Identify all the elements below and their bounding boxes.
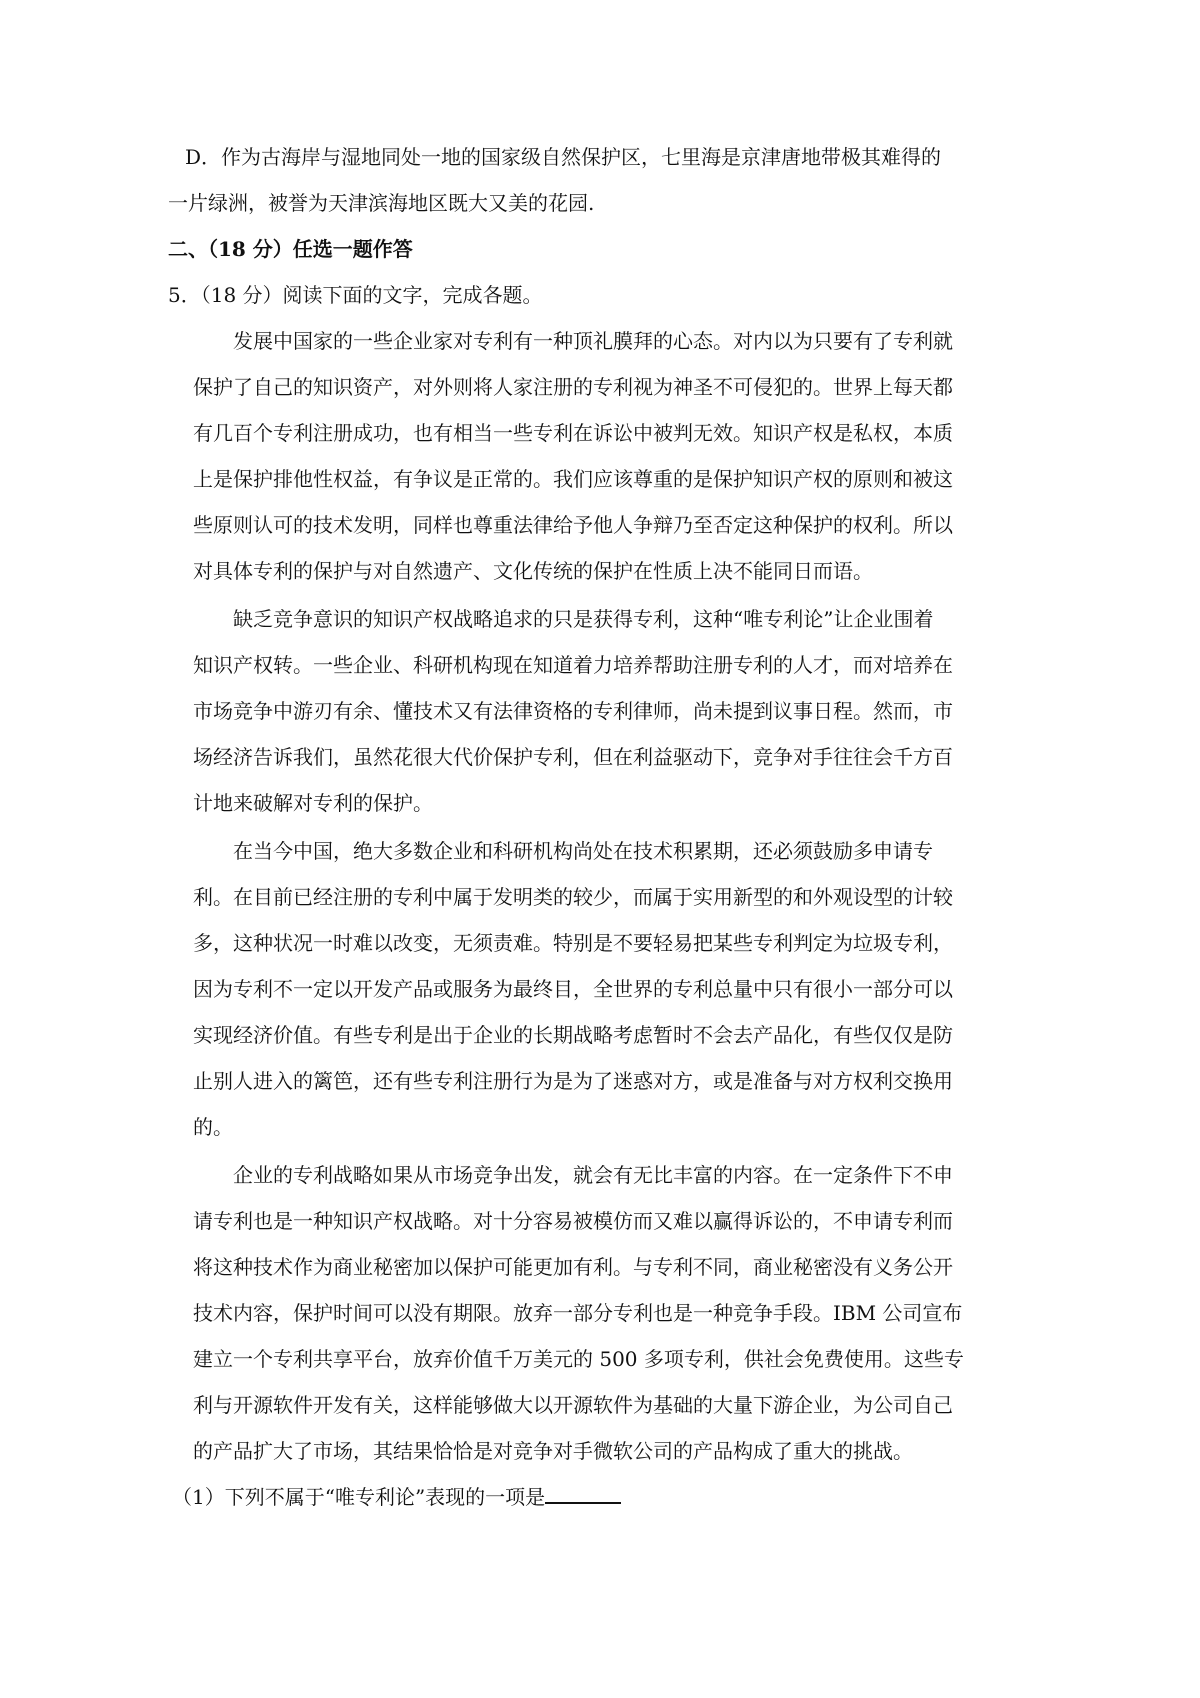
paragraph-line: 缺乏竞争意识的知识产权战略追求的只是获得专利，这种“唯专利论”让企业围着 (233, 607, 934, 631)
paragraph-line: 的。 (193, 1115, 233, 1139)
paragraph-line: 止别人进入的篱笆，还有些专利注册行为是为了迷惑对方，或是准备与对方权利交换用 (193, 1069, 953, 1093)
question-5-stem: 5．（18 分）阅读下面的文字，完成各题。 (168, 283, 543, 307)
sub-question-1 (172, 1484, 621, 1510)
paragraph-line: 实现经济价值。有些专利是出于企业的长期战略考虑暂时不会去产品化，有些仅仅是防 (193, 1023, 953, 1047)
paragraph-line: 有几百个专利注册成功，也有相当一些专利在诉讼中被判无效。知识产权是私权，本质 (193, 421, 953, 445)
paragraph-line: 些原则认可的技术发明，同样也尊重法律给予他人争辩乃至否定这种保护的权利。所以 (193, 513, 953, 537)
paragraph-line: 上是保护排他性权益，有争议是正常的。我们应该尊重的是保护知识产权的原则和被这 (193, 467, 953, 491)
paragraph-line: 发展中国家的一些企业家对专利有一种顶礼膜拜的心态。对内以为只要有了专利就 (233, 329, 953, 353)
paragraph-line: 在当今中国，绝大多数企业和科研机构尚处在技术积累期，还必须鼓励多申请专 (233, 839, 933, 863)
paragraph-line: 市场竞争中游刃有余、懂技术又有法律资格的专利律师，尚未提到议事日程。然而，市 (193, 699, 953, 723)
paragraph-line: 企业的专利战略如果从市场竞争出发，就会有无比丰富的内容。在一定条件下不申 (233, 1163, 953, 1187)
paragraph-line: 利与开源软件开发有关，这样能够做大以开源软件为基础的大量下游企业，为公司自己 (193, 1393, 953, 1417)
option-d-line-1: D．作为古海岸与湿地同处一地的国家级自然保护区，七里海是京津唐地带极其难得的 (185, 145, 942, 169)
paragraph-line: 知识产权转。一些企业、科研机构现在知道着力培养帮助注册专利的人才，而对培养在 (193, 653, 953, 677)
paragraph-line: 将这种技术作为商业秘密加以保护可能更加有利。与专利不同，商业秘密没有义务公开 (193, 1255, 953, 1279)
paragraph-line: 技术内容，保护时间可以没有期限。放弃一部分专利也是一种竞争手段。IBM 公司宣布 (193, 1301, 963, 1325)
paragraph-line: 多，这种状况一时难以改变，无须责难。特别是不要轻易把某些专利判定为垃圾专利， (193, 931, 953, 955)
section-2-heading: 二、（18 分）任选一题作答 (168, 237, 413, 261)
paragraph-line: 计地来破解对专利的保护。 (193, 791, 433, 815)
paragraph-line: 对具体专利的保护与对自然遗产、文化传统的保护在性质上决不能同日而语。 (193, 559, 873, 583)
paragraph-line: 利。在目前已经注册的专利中属于发明类的较少，而属于实用新型的和外观设型的计较 (193, 885, 953, 909)
paragraph-line: 因为专利不一定以开发产品或服务为最终目，全世界的专利总量中只有很小一部分可以 (193, 977, 953, 1001)
answer-blank[interactable] (545, 1484, 621, 1504)
paragraph-line: 的产品扩大了市场，其结果恰恰是对竞争对手微软公司的产品构成了重大的挑战。 (193, 1439, 913, 1463)
paragraph-line: 保护了自己的知识资产，对外则将人家注册的专利视为神圣不可侵犯的。世界上每天都 (193, 375, 953, 399)
sub-question-1-text: （1）下列不属于“唯专利论”表现的一项是 (172, 1485, 546, 1509)
paragraph-line: 场经济告诉我们，虽然花很大代价保护专利，但在利益驱动下，竞争对手往往会千方百 (193, 745, 953, 769)
paragraph-line: 请专利也是一种知识产权战略。对十分容易被模仿而又难以赢得诉讼的，不申请专利而 (193, 1209, 953, 1233)
paragraph-line: 建立一个专利共享平台，放弃价值千万美元的 500 多项专利，供社会免费使用。这些专 (193, 1347, 964, 1371)
option-d-line-2: 一片绿洲，被誉为天津滨海地区既大又美的花园. (168, 191, 595, 215)
